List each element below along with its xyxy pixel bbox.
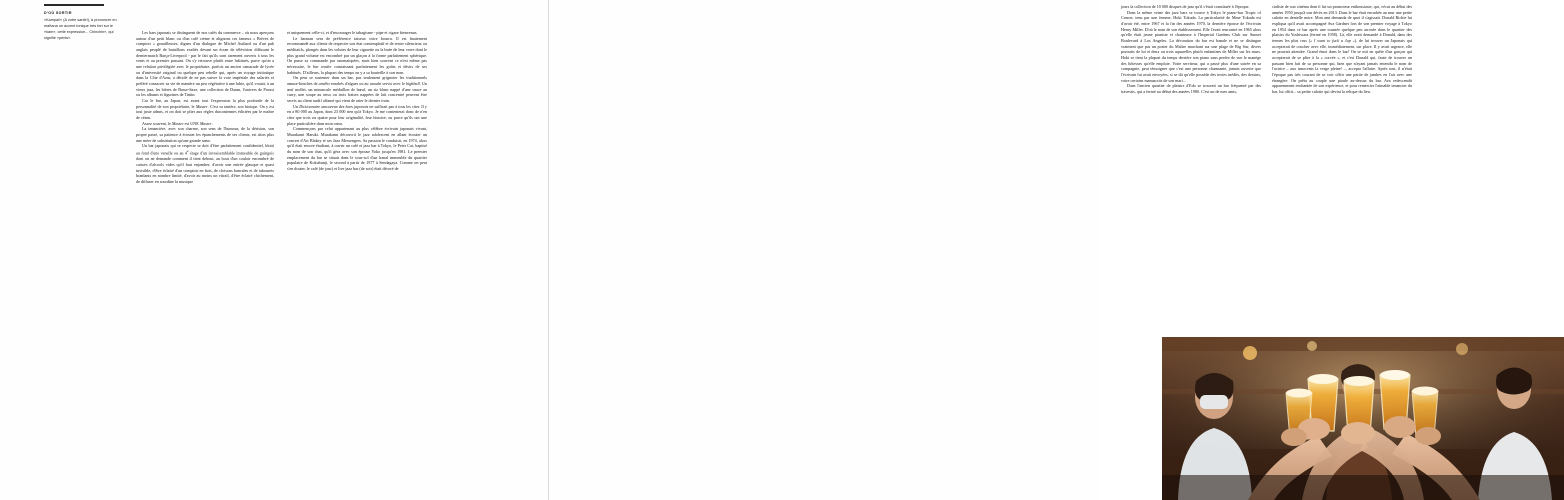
paragraph: Assez souvent, le Master est UNE Master. [142, 120, 213, 126]
paragraph: Le barman sera de préférence taiseux voire bourru. Il est hautement recommandé aux clients de respecter son état contemplatif et de rester silencieux ou méditatifs, plongés dans les volutes de leur cigarette ou la buée de leur verre dont le plus grand volume est encombré par un glaçon à la forme parfaitement sphérique. On passe sa commande par onomatopées, mais bien souvent ce n'est même pas nécessaire, le bar tender connaissant parfaitement les goûts et désirs de ses habitués. D'ailleurs, la plupart des temps on y a sa bouteille à son nom. [287, 35, 427, 75]
paragraph: Les bars japonais se distinguent de nos cafés du commerce – où nous aperçons autour d'un petit blanc ou d'un café crème et alignons ces fameux « Brèves de comptoir » gouailleuses, dignes d'un dialogue de Michel Audiard ou d'un pub anglais peuplé de bataillons exaltés devant un écran de télévision diffusant le derniermatch Barça-Liverpool - par le fait qu'ils sont rarement ouverts à tous les vents et au premier passant. On s'y retrouve plutôt entre habitués, parce qu'on a une relation privilégiée avec le propriétaire, parfois un ancien camarade de lycée ou d'université original ou quelque peu rebelle qui, après un voyage initiatique dans la Côte d'Azur, a décidé de ne pas suivre la voie impériale des salariés et préféré consacrer sa vie de manière un peu végétative à une lubie, qu'il vouait, à un vieux jazz, les bières de Basse-Saxe, une collection de Daum, l'univers de Proust ou les albums et figurines de Tintin. [136, 30, 274, 98]
paragraph: Car le bar, au Japon, est avant tout l'expression la plus profonde de la personnalité de son propriétaire, le Master. C'est sa tanière, son biotope. On y est tout juste admis, et on doit se plier aux règles draconiennes édictées par le maître de céans. [136, 98, 275, 121]
paragraph: Un bar japonais qui se respecte se doit d'être parfaitement confidentiel, blotti au fond d'une venelle ou au 4e étage d'un invraisemblable immeuble de guingois dont on ne demande comment il tient debout, au bout d'un couloir encombré de caisses d'alcools vides qu'il faut enjamber, d'avoir une entrée glauque et quasi invisible, d'être éclairé d'un comptoir en bois, de cloisons bancales et de tabourets branlants en nombre limité, d'avoir au moins un vitrail, d'être éclairé chichement, de diffuser en sourdine la musique [136, 143, 274, 184]
right-column-3 [1423, 4, 1564, 95]
paragraph: On peut se sustenter dans un bar, pas seulement grignoter les traditionnels amuse-bouches de umébo enrobés d'algues ou au wasabi servis avec le highball. Un œuf mollet, un minuscule médaillon de bœuf, un riz blanc nappé d'une sauce au curry, une soupe au miso ou trois fraises nappées de lait concentré peuvent être servis au client tardif affamé qui vient de rater le dernier train. [287, 75, 427, 104]
paragraph: Un Dictionnaire amoureux des bars japonais ne suffirait pas à tous les citer. Il y en a 80 000 au Japon, dont 23 000 rien qu'à Tokyo. Je me contenterai donc de n'en citer que trois ou quatre pour leur originalité, leur histoire, ou parce qu'ils ont une place particulière dans mon cœur. [287, 103, 427, 126]
paragraph: jours la collection de 10 000 disques de jazz qu'il s'était constituée à l'époque. [1121, 4, 1250, 9]
photo-illustration [1162, 337, 1564, 500]
left-column-2 [287, 30, 427, 172]
left-page [0, 0, 548, 500]
sidenote [44, 4, 122, 42]
paragraph: Commençons par celui appartenant au plus célèbre écrivain japonais vivant, Murakami Haruki. Murakami découvrit le jazz adolescent en allant écouter un concert d'Art Blakey et ses Jazz Messengers. Sa passion le conduisit, en 1974, alors qu'il était encore étudiant, à ouvrir un café et jazz bar à Tokyo, le Peter Cat, baptisé du nom de son chat, qu'il gèra avec son épouse Yoko jusqu'en 1981. Le premier emplacement du bar se situait dans le sous-sol d'un banal immeuble du quartier populaire de Kokubunji, le second à partir de 1977 à Sendagaya. Comme on peut s'en douter, le café (de jour) et live jazz bar (de soir) était décoré de [287, 126, 427, 172]
sidenote-rule [44, 4, 104, 6]
right-column-1 [1121, 4, 1261, 95]
sidenote-text: «Kampai!» (A votre santé!), à prononcer en mañana un accent tonique très fort sur le «kam», cette expression... Chinchin», qui signifie «pénis». [44, 18, 117, 40]
paragraph: Dans la même veine des jazz bars se trouve à Tokyo le piano-bar Tropic of Cancer, tenu par une femme, Hoki Tokuda. La particularité de Mme Tokuda est d'avoir été, entre 1967 et la fin des années 1970, la dernière épouse de l'écrivain Henry Miller. D'où le nom de son établissement. Elle l'avait rencontré en 1965 alors qu'elle était jeune pianiste et chanteuse à l'Imperial Gardens Club sur Sunset Boulevard à Los Angeles. La décoration du bar est banale et ne se distingue vraiment que par un poster du Maître marchant sur une plage de Big Sur, divers portraits de lui et deux ou trois aquarelles plutôt enfantines de Miller sur les murs. Hoki se tient la plupart du temps derrière son piano sans perdre de vue le manège des hôtesses qu'elle emploie. Votre serviteur, qui a passé plus d'une soirée en sa compagnie, peut témoigner que c'est une personne charmante, jamais ouverte que l'écrivain lui avait envoyées, si se dit qu'elle posséde des textes inédits, des dessins, voire certains manuscrits de son mari... [1121, 9, 1261, 83]
bar-toast-photo [1162, 337, 1564, 500]
right-page [549, 0, 1412, 500]
left-column-1 [136, 30, 274, 185]
paragraph: Dans l'ancien quartier de plaisirs d'Edo se trouvait un bar fréquenté par des travestis, qui a fermé au début des années 1980. C'est un de mes amis, [1121, 83, 1261, 95]
paragraph: La tenancière, avec son charme, son sens de l'humour, de la dérision, son propre passé, sa patience à écouter les épanchements de ses clients, est alors plus une mère de substitution qu'une grande sœur. [136, 126, 274, 143]
right-column-2 [1272, 4, 1412, 95]
paragraph: cialiste de son cinéma dont il fut un promoteur enthousiaste, qui, vécut au début des années 1950 jusqu'à son décès en 2013. Dans le bar était encadrée au mur une petite culotte en dentelle noire. Mon ami demanda de quoi il s'agissait. Donald Richie lui expliqua qu'il avait accompagné Ava Gardner lors de son premier voyage à Tokyo en 1954 dans ce bar après une tournée quelque peu arrosée dans le quartier des plaisirs du Yoshiwara (fermé en 1958). Là, elle avait demandé à Donald, dans des termes les plus crus (« I want to fuck a Jap »), de lui trouver un Japonais qui accepterait de coucher avec elle, immédiatement, sur place. Il y avait urgence, elle ne pouvait attendre. Grand émoi dans le bar! On se mit en quête d'un garçon qui accepterait de se plier à la « corvée », et c'est Donald qui, faute de trouver un passant bien fait de sa personne qui, bien que n'ayant jamais entendu le nom de l'actrice – aux innocents la verge pleine! –, accepta l'affaire. Après tout, il n'était l'époque pas très courant de se voir offrir une partie de jambes en l'air avec une étrangère. On prêta au couple une piaule au-dessus du bar. Ava redescendit apparemment enchantée de son expérience, et pour remercier l'aimable tenancier du bar, lui offrit... sa petite culotte qui devint la relique du lieu. [1272, 4, 1412, 95]
sidenote-heading: D'OÙ SORTIR [44, 11, 72, 15]
paragraph: et uniquement celle-ci, et d'encourager le tabagisme - pipe et cigare bienvenus. [287, 30, 418, 35]
